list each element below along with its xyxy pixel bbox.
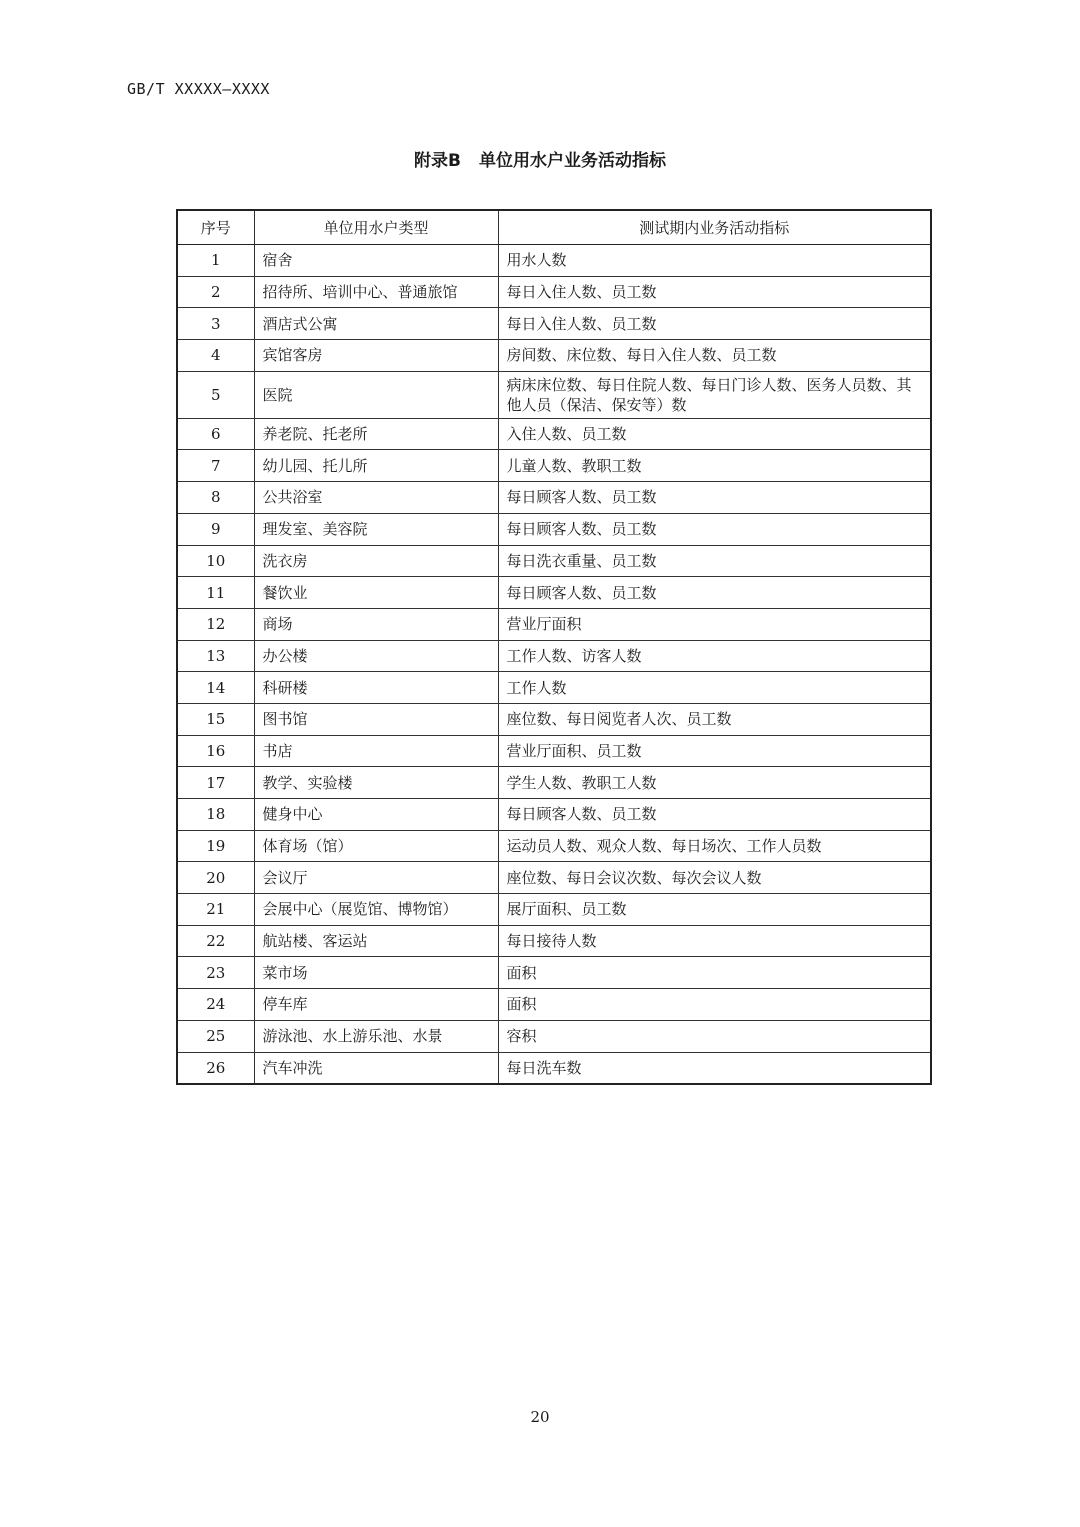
cell-no: 16 bbox=[177, 735, 254, 767]
appendix-heading: 单位用水户业务活动指标 bbox=[478, 151, 666, 171]
cell-indicator: 用水人数 bbox=[498, 245, 931, 277]
cell-indicator: 每日入住人数、员工数 bbox=[498, 308, 931, 340]
table-row bbox=[177, 830, 931, 862]
cell-no: 13 bbox=[177, 640, 254, 672]
cell-indicator: 容积 bbox=[498, 1020, 931, 1052]
table-row bbox=[177, 1020, 931, 1052]
cell-type: 养老院、托老所 bbox=[254, 418, 498, 450]
appendix-title bbox=[0, 146, 1080, 171]
table-header-row bbox=[177, 210, 931, 245]
cell-no: 5 bbox=[177, 371, 254, 418]
cell-no: 22 bbox=[177, 925, 254, 957]
cell-no: 17 bbox=[177, 767, 254, 799]
cell-indicator: 工作人数、访客人数 bbox=[498, 640, 931, 672]
appendix-label: 附录B bbox=[414, 151, 461, 171]
table-row bbox=[177, 418, 931, 450]
cell-type: 汽车冲洗 bbox=[254, 1052, 498, 1084]
cell-type: 停车库 bbox=[254, 989, 498, 1021]
cell-no: 23 bbox=[177, 957, 254, 989]
table-row bbox=[177, 640, 931, 672]
cell-type: 幼儿园、托儿所 bbox=[254, 450, 498, 482]
table-row bbox=[177, 450, 931, 482]
cell-indicator: 每日顾客人数、员工数 bbox=[498, 577, 931, 609]
cell-type: 医院 bbox=[254, 371, 498, 418]
cell-no: 9 bbox=[177, 513, 254, 545]
table-row bbox=[177, 767, 931, 799]
cell-no: 8 bbox=[177, 482, 254, 514]
cell-indicator: 工作人数 bbox=[498, 672, 931, 704]
cell-no: 1 bbox=[177, 245, 254, 277]
cell-no: 6 bbox=[177, 418, 254, 450]
cell-indicator: 每日接待人数 bbox=[498, 925, 931, 957]
cell-type: 图书馆 bbox=[254, 703, 498, 735]
cell-indicator: 每日顾客人数、员工数 bbox=[498, 799, 931, 831]
table-row bbox=[177, 545, 931, 577]
cell-no: 25 bbox=[177, 1020, 254, 1052]
table-row bbox=[177, 340, 931, 372]
column-header-no: 序号 bbox=[177, 210, 254, 245]
table-row bbox=[177, 245, 931, 277]
table-row bbox=[177, 308, 931, 340]
table-row bbox=[177, 703, 931, 735]
table-row bbox=[177, 799, 931, 831]
cell-type: 公共浴室 bbox=[254, 482, 498, 514]
table-row bbox=[177, 672, 931, 704]
cell-indicator: 营业厅面积、员工数 bbox=[498, 735, 931, 767]
cell-indicator: 每日洗衣重量、员工数 bbox=[498, 545, 931, 577]
table-row bbox=[177, 989, 931, 1021]
table-row bbox=[177, 276, 931, 308]
cell-no: 12 bbox=[177, 608, 254, 640]
table-row bbox=[177, 925, 931, 957]
column-header-type: 单位用水户类型 bbox=[254, 210, 498, 245]
cell-type: 办公楼 bbox=[254, 640, 498, 672]
table-body bbox=[177, 245, 931, 1085]
cell-indicator: 面积 bbox=[498, 957, 931, 989]
table-row bbox=[177, 608, 931, 640]
cell-indicator: 运动员人数、观众人数、每日场次、工作人员数 bbox=[498, 830, 931, 862]
cell-type: 会展中心（展览馆、博物馆） bbox=[254, 894, 498, 926]
table-row bbox=[177, 957, 931, 989]
page-number: 20 bbox=[530, 1408, 550, 1426]
cell-type: 会议厅 bbox=[254, 862, 498, 894]
cell-no: 20 bbox=[177, 862, 254, 894]
cell-indicator: 营业厅面积 bbox=[498, 608, 931, 640]
cell-no: 24 bbox=[177, 989, 254, 1021]
cell-type: 科研楼 bbox=[254, 672, 498, 704]
table-row bbox=[177, 513, 931, 545]
cell-type: 洗衣房 bbox=[254, 545, 498, 577]
cell-no: 21 bbox=[177, 894, 254, 926]
cell-type: 商场 bbox=[254, 608, 498, 640]
cell-type: 健身中心 bbox=[254, 799, 498, 831]
cell-indicator: 每日洗车数 bbox=[498, 1052, 931, 1084]
cell-type: 理发室、美容院 bbox=[254, 513, 498, 545]
table-row bbox=[177, 894, 931, 926]
cell-no: 2 bbox=[177, 276, 254, 308]
document-code: GB/T XXXXX—XXXX bbox=[127, 80, 270, 98]
cell-type: 菜市场 bbox=[254, 957, 498, 989]
indicator-table bbox=[176, 209, 932, 1085]
table-row bbox=[177, 735, 931, 767]
cell-no: 10 bbox=[177, 545, 254, 577]
cell-type: 宾馆客房 bbox=[254, 340, 498, 372]
cell-indicator: 展厅面积、员工数 bbox=[498, 894, 931, 926]
cell-type: 招待所、培训中心、普通旅馆 bbox=[254, 276, 498, 308]
cell-type: 游泳池、水上游乐池、水景 bbox=[254, 1020, 498, 1052]
cell-type: 书店 bbox=[254, 735, 498, 767]
cell-indicator: 儿童人数、教职工数 bbox=[498, 450, 931, 482]
cell-indicator: 座位数、每日会议次数、每次会议人数 bbox=[498, 862, 931, 894]
cell-indicator: 入住人数、员工数 bbox=[498, 418, 931, 450]
cell-type: 宿舍 bbox=[254, 245, 498, 277]
table-row bbox=[177, 862, 931, 894]
table-row bbox=[177, 1052, 931, 1084]
cell-type: 酒店式公寓 bbox=[254, 308, 498, 340]
cell-no: 15 bbox=[177, 703, 254, 735]
cell-no: 18 bbox=[177, 799, 254, 831]
cell-no: 3 bbox=[177, 308, 254, 340]
cell-no: 14 bbox=[177, 672, 254, 704]
table-row bbox=[177, 577, 931, 609]
cell-indicator: 房间数、床位数、每日入住人数、员工数 bbox=[498, 340, 931, 372]
cell-type: 教学、实验楼 bbox=[254, 767, 498, 799]
cell-no: 4 bbox=[177, 340, 254, 372]
cell-no: 19 bbox=[177, 830, 254, 862]
cell-type: 体育场（馆） bbox=[254, 830, 498, 862]
cell-no: 26 bbox=[177, 1052, 254, 1084]
cell-type: 航站楼、客运站 bbox=[254, 925, 498, 957]
table-row bbox=[177, 371, 931, 418]
cell-no: 7 bbox=[177, 450, 254, 482]
cell-indicator: 学生人数、教职工人数 bbox=[498, 767, 931, 799]
cell-indicator: 病床床位数、每日住院人数、每日门诊人数、医务人员数、其他人员（保洁、保安等）数 bbox=[498, 371, 931, 418]
cell-indicator: 每日入住人数、员工数 bbox=[498, 276, 931, 308]
column-header-indicator: 测试期内业务活动指标 bbox=[498, 210, 931, 245]
cell-indicator: 面积 bbox=[498, 989, 931, 1021]
table-row bbox=[177, 482, 931, 514]
cell-no: 11 bbox=[177, 577, 254, 609]
cell-indicator: 每日顾客人数、员工数 bbox=[498, 513, 931, 545]
cell-indicator: 座位数、每日阅览者人次、员工数 bbox=[498, 703, 931, 735]
cell-type: 餐饮业 bbox=[254, 577, 498, 609]
cell-indicator: 每日顾客人数、员工数 bbox=[498, 482, 931, 514]
